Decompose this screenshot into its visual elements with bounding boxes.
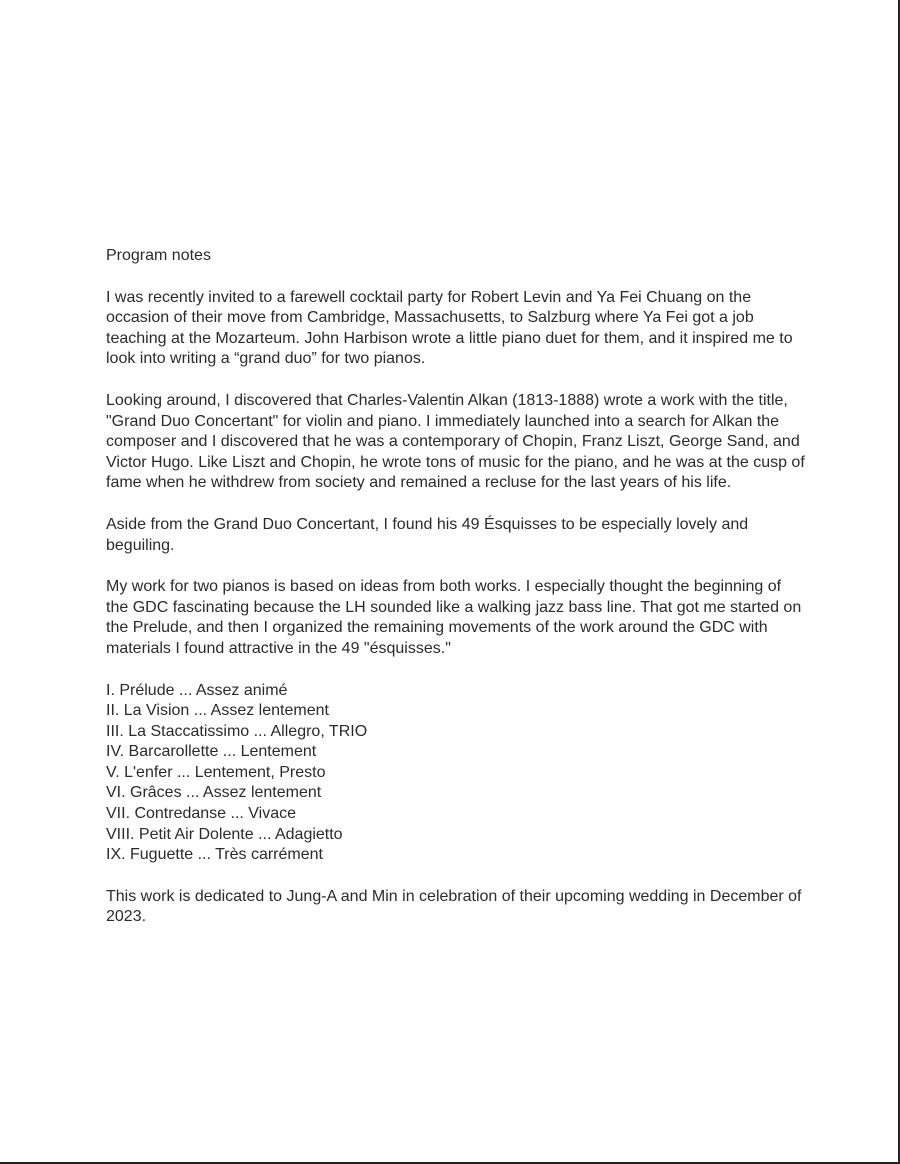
movement-item: VII. Contredanse ... Vivace — [106, 805, 297, 823]
movement-item: II. La Vision ... Assez lentement — [106, 702, 329, 720]
movement-item: IV. Barcarollette ... Lentement — [106, 743, 317, 761]
paragraph-alkan: Looking around, I discovered that Charles-Valentin Alkan (1813-1888) wrote a work with the title, "Grand Duo Concertant" for violin and piano. I immediately launched into a search for Alkan the composer and I discovered that he was a contemporary of Chopin, Franz Liszt, George Sand, and Victor Hugo. Like Liszt and Chopin, he wrote tons of music for the piano, and he was at the cusp of fame when he withdrew from society and remained a recluse for the last years of his life. — [106, 391, 805, 492]
dedication: This work is dedicated to Jung-A and Min in celebration of their upcoming wedding in December of 2023. — [106, 887, 802, 926]
movement-item: I. Prélude ... Assez animé — [106, 681, 288, 699]
movement-item: IX. Fuguette ... Très carrément — [106, 846, 323, 864]
movement-item: III. La Staccatissimo ... Allegro, TRIO — [106, 722, 368, 740]
paragraph-work-description: My work for two pianos is based on ideas from both works. I especially thought the beginning of the GDC fascinating because the LH sounded like a walking jazz bass line. That got me started on the Prelude, and then I organized the remaining movements of the work around the GDC with materials I found attractive in the 49 "ésquisses." — [106, 578, 802, 657]
movement-item: VI. Grâces ... Assez lentement — [106, 784, 322, 802]
movements-list — [106, 681, 806, 866]
movement-item: VIII. Petit Air Dolente ... Adagietto — [106, 825, 343, 843]
movement-item: V. L'enfer ... Lentement, Presto — [106, 763, 326, 781]
paragraph-esquisses: Aside from the Grand Duo Concertant, I found his 49 Ésquisses to be especially lovely and beguiling. — [106, 515, 749, 554]
program-notes-body — [106, 246, 806, 949]
page-title: Program notes — [106, 247, 211, 264]
paragraph-intro: I was recently invited to a farewell cocktail party for Robert Levin and Ya Fei Chuang on the occasion of their move from Cambridge, Massachusetts, to Salzburg where Ya Fei got a job teaching at the Mozarteum. John Harbison wrote a little piano duet for them, and it inspired me to look into writing a “grand duo” for two pianos. — [106, 288, 793, 368]
